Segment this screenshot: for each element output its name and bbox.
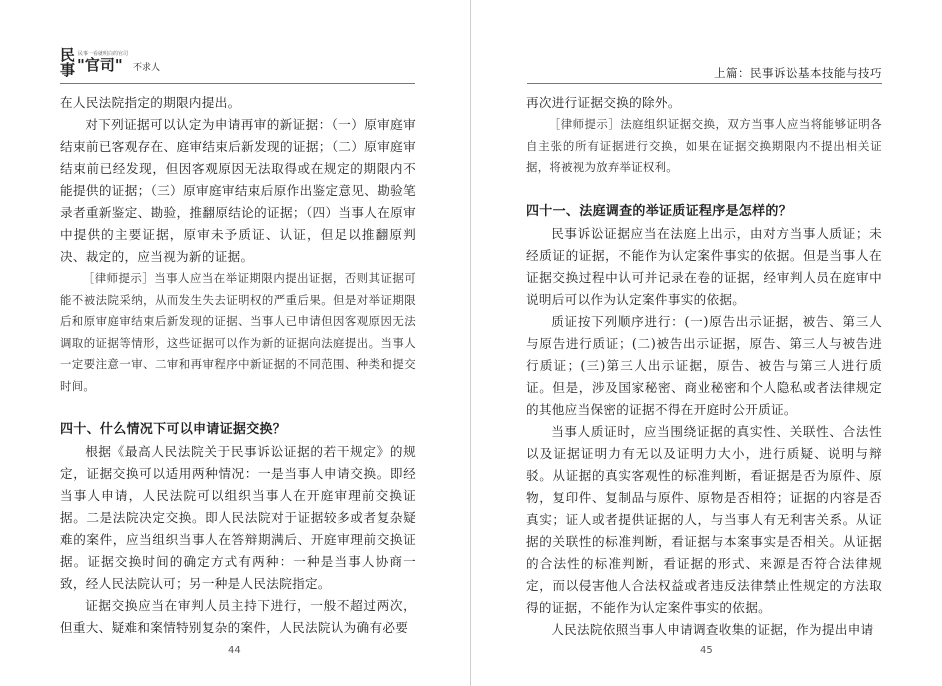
logo-guansi: "官司" bbox=[77, 56, 123, 74]
paragraph: 对下列证据可以认定为申请再审的新证据：（一）原审庭审结束前已客观存在、庭审结束后新发现的证据；（二）原审庭审结束前已经发现，但因客观原因无法取得或在规定的期限内不能提供的证据；（三）原审庭审结束后原作出鉴定意见、勘验笔录者重新鉴定、勘验，推翻原结论的证据；（四）当事人在原审中提供的主要证据，原审未予质证、认证，但足以推翻原判决、裁定的，应当视为新的证据。 bbox=[60, 117, 416, 264]
running-head: 上篇：民事诉讼基本技能与技巧 bbox=[714, 66, 882, 80]
paragraph: 民事诉讼证据应当在法庭上出示，由对方当事人质证；未经质证的证据，不能作为认定案件事实的依据。但是当事人在证据交换过程中认可并记录在卷的证据，经审判人员在庭审中说明后可以作为认定案件事实的依据。 bbox=[526, 225, 882, 307]
paragraph: 根据《最高人民法院关于民事诉讼证据的若干规定》的规定，证据交换可以适用两种情况：一是当事人申请交换。即经当事人申请，人民法院可以组织当事人在开庭审理前交换证据。二是法院决定交换。即人民法院对于证据较多或者复杂疑难的案件，应当组织当事人在答辩期满后、开庭审理前交换证据。证据交换时间的确定方式有两种：一种是当事人协商一致，经人民法院认可；另一种是人民法院指定。 bbox=[60, 444, 416, 591]
paragraph: 在人民法院指定的期限内提出。 bbox=[60, 95, 241, 110]
logo-char-shi: 事 bbox=[60, 61, 76, 79]
right-page bbox=[471, 0, 942, 686]
section-heading: 四十、什么情况下可以申请证据交换？ bbox=[60, 422, 287, 437]
logo-small-text: 民事一看就明白的官司 bbox=[78, 51, 129, 57]
right-page-content bbox=[526, 92, 882, 641]
paragraph: 当事人质证时，应当围绕证据的真实性、关联性、合法性以及证据证明力有无以及证明力大小，进行质疑、说明与辩驳。从证据的真实客观性的标准判断，看证据是否为原件、原物，复印件、复制品与原件、原物是否相符；证据的内容是否真实；证人或者提供证据的人，与当事人有无利害关系。从证据的关联性的标准判断，看证据与本案事实是否相关。从证据的合法性的标准判断，看证据的形式、来源是否符合法律规定，而以侵害他人合法权益或者违反法律禁止性规定的方法取得的证据，不能作为认定案件事实的依据。 bbox=[526, 423, 882, 615]
section-heading: 四十一、法庭调查的举证质证程序是怎样的？ bbox=[526, 203, 793, 219]
book-logo bbox=[60, 48, 190, 84]
paragraph: 证据交换应当在审判人员主持下进行，一般不超过两次，但重大、疑难和案情特别复杂的案件，人民法院认为确有必要 bbox=[60, 598, 416, 635]
logo-char-min: 民 bbox=[60, 46, 76, 64]
header-rule bbox=[527, 83, 882, 84]
paragraph: 人民法院依照当事人申请调查收集的证据，作为提出申请 bbox=[551, 621, 874, 637]
lawyer-tip: ［律师提示］当事人应当在举证期限内提出证据，否则其证据可能不被法院采纳，从而发生失去证明权的严重后果。但是对举证期限后和原审庭审结束后新发现的证据、当事人已申请但因客观原因无法调取的证据等情形，这些证据可以作为新的证据向法庭提出。当事人一定要注意一审、二审和再审程序中新证据的不同范围、种类和提交时间。 bbox=[60, 271, 416, 393]
paragraph: 质证按下列顺序进行：(一)原告出示证据，被告、第三人与原告进行质证；(二)被告出示证据，原告、第三人与被告进行质证；(三)第三人出示证据，原告、被告与第三人进行质证。但是，涉及国家秘密、商业秘密和个人隐私或者法律规定的其他应当保密的证据不得在开庭时公开质证。 bbox=[526, 313, 882, 417]
lawyer-tip: ［律师提示］法庭组织证据交换，双方当事人应当将能够证明各自主张的所有证据进行交换，如果在证据交换期限内不提出相关证据，将被视为放弃举证权利。 bbox=[526, 117, 882, 174]
page-number: 45 bbox=[700, 645, 713, 656]
left-page-content bbox=[60, 92, 416, 639]
header-rule bbox=[60, 83, 415, 84]
page-number: 44 bbox=[228, 645, 241, 656]
logo-buqiuren: 不求人 bbox=[133, 63, 161, 73]
paragraph: 再次进行证据交换的除外。 bbox=[526, 95, 681, 110]
